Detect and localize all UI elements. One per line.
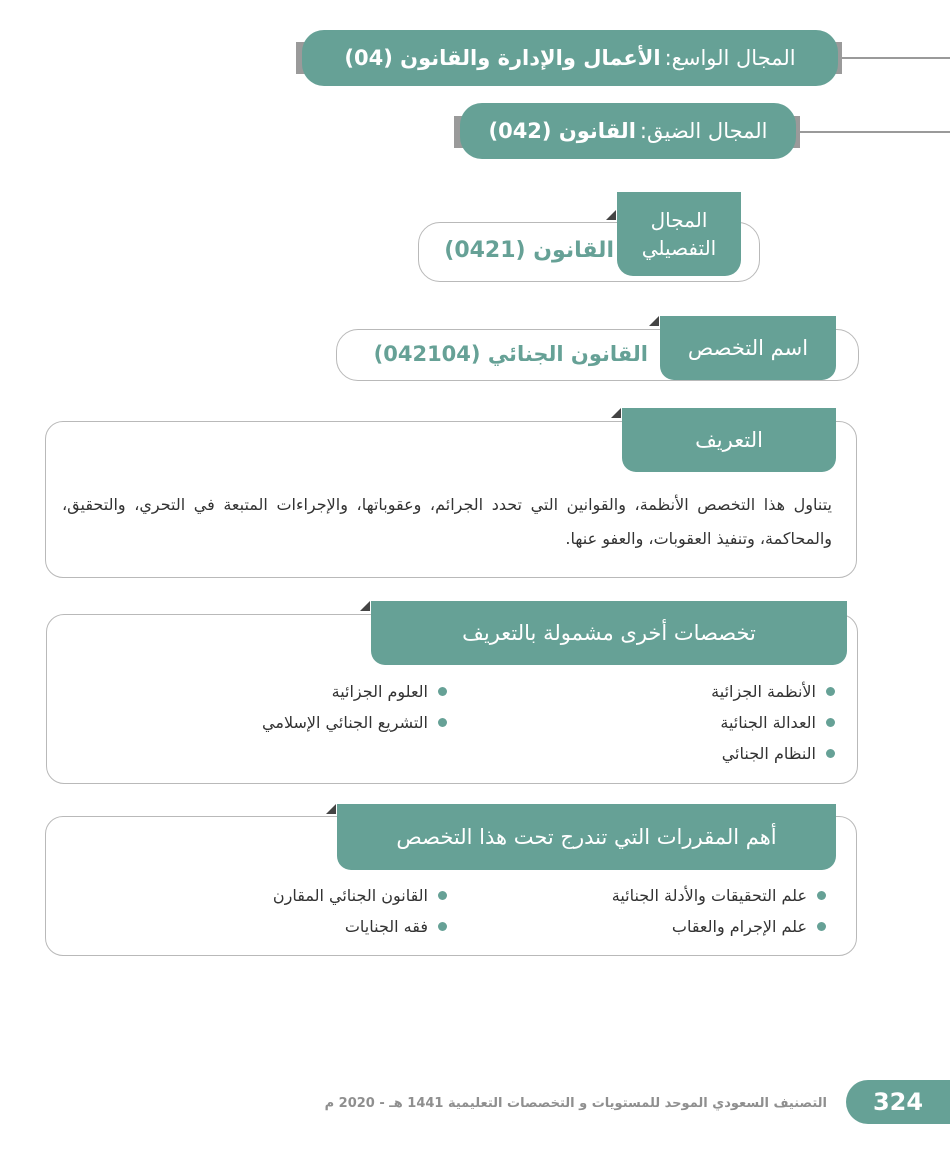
bullet-icon <box>438 718 447 727</box>
definition-tab <box>622 408 836 472</box>
list-item: علم التحقيقات والأدلة الجنائية <box>612 886 826 905</box>
narrow-field-value: القانون (042) <box>488 119 636 143</box>
broad-field-label: المجال الواسع: <box>664 46 796 70</box>
specialization-label: اسم التخصص <box>687 336 809 360</box>
specialization-tab <box>660 316 836 380</box>
bullet-icon <box>438 687 447 696</box>
narrow-field-pill <box>460 103 796 159</box>
bullet-icon <box>817 891 826 900</box>
narrow-field-label: المجال الضيق: <box>639 119 768 143</box>
detailed-field-label-1: المجال <box>650 208 708 232</box>
list-item: القانون الجنائي المقارن <box>273 886 447 905</box>
detailed-field-label-2: التفصيلي <box>641 236 717 260</box>
tab-corner <box>606 210 616 220</box>
bullet-icon <box>826 749 835 758</box>
list-item: العدالة الجنائية <box>720 713 835 732</box>
broad-field-pill <box>302 30 838 86</box>
courses-tab <box>337 804 836 870</box>
definition-title: التعريف <box>695 428 763 452</box>
broad-field-value: الأعمال والإدارة والقانون (04) <box>344 46 661 70</box>
list-item: العلوم الجزائية <box>332 682 447 701</box>
list-item: التشريع الجنائي الإسلامي <box>262 713 447 732</box>
list-item: النظام الجنائي <box>722 744 835 763</box>
tab-corner <box>649 316 659 326</box>
definition-text: يتناول هذا التخصص الأنظمة، والقوانين التي تحدد الجرائم، وعقوباتها، والإجراءات المتبعة في التحري، والتحقيق، والمحاكمة، وتنفيذ العقوبات، والعفو عنها. <box>62 495 832 548</box>
footer-text: التصنيف السعودي الموحد للمستويات و التخصصات التعليمية 1441 هـ - 2020 م <box>324 1096 827 1111</box>
connector-line <box>836 57 950 59</box>
tab-corner <box>611 408 621 418</box>
bullet-icon <box>438 891 447 900</box>
tab-corner <box>360 601 370 611</box>
detailed-field-value: القانون (0421) <box>444 238 614 263</box>
bullet-icon <box>826 718 835 727</box>
tab-corner <box>326 804 336 814</box>
list-item: فقه الجنايات <box>345 917 447 936</box>
list-item: الأنظمة الجزائية <box>711 682 835 701</box>
page-number: 324 <box>846 1080 950 1124</box>
other-specializations-title: تخصصات أخرى مشمولة بالتعريف <box>462 621 756 645</box>
bullet-icon <box>826 687 835 696</box>
courses-title: أهم المقررات التي تندرج تحت هذا التخصص <box>396 825 777 849</box>
list-item: علم الإجرام والعقاب <box>672 917 826 936</box>
specialization-value: القانون الجنائي (042104) <box>373 342 648 366</box>
bullet-icon <box>438 922 447 931</box>
bullet-icon <box>817 922 826 931</box>
connector-line <box>796 131 950 133</box>
detailed-field-tab <box>617 192 741 276</box>
other-specializations-tab <box>371 601 847 665</box>
